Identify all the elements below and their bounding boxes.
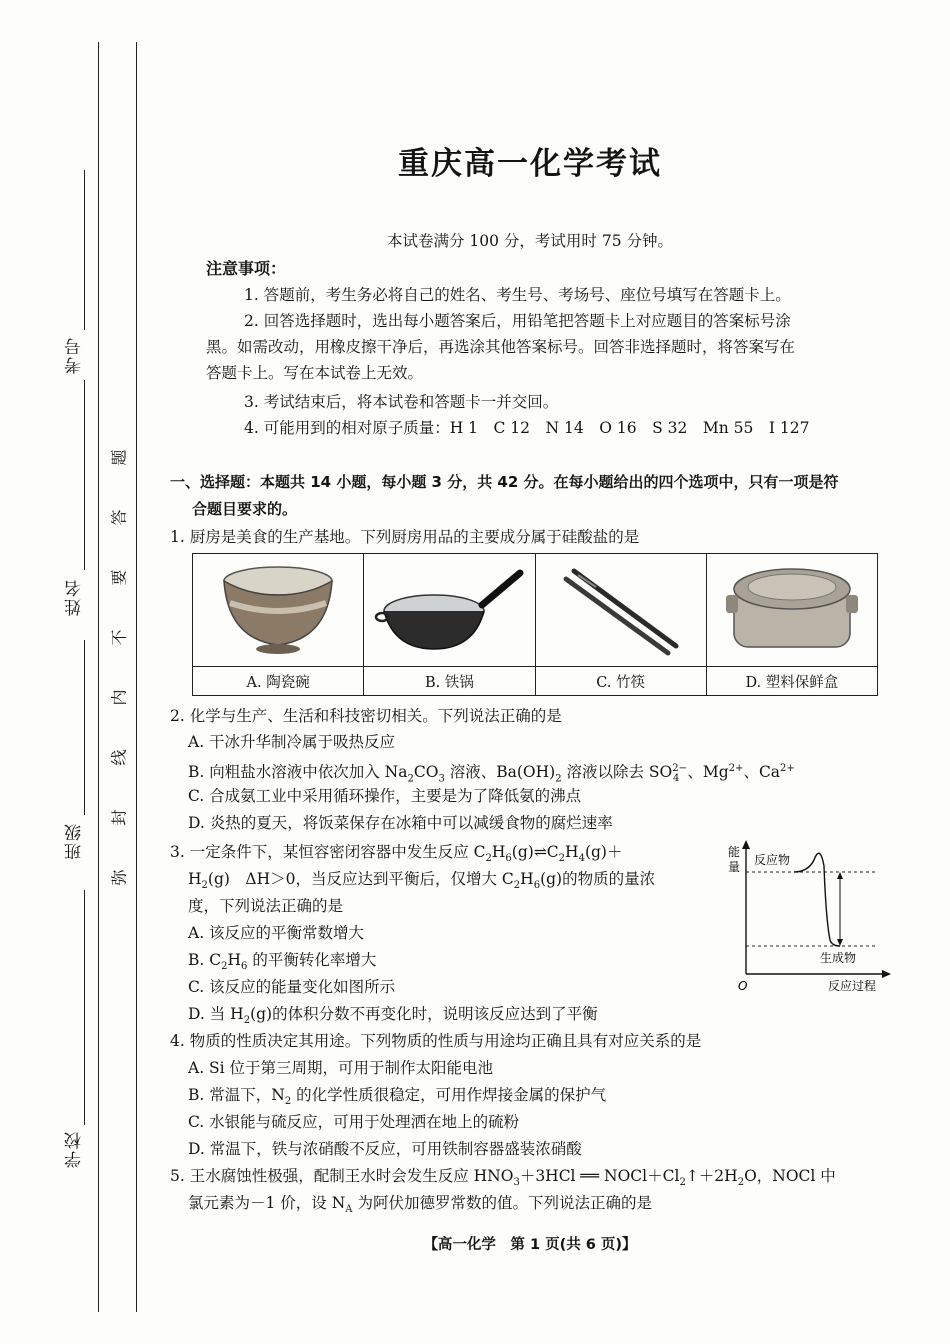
energy-curve xyxy=(794,853,840,946)
chopsticks-image-cell xyxy=(535,554,706,667)
q2-option-b: B. 向粗盐水溶液中依次加入 $Na_2CO_3$ 溶液、$Ba(OH)_2$ 溶液以除去 $SO^{2-}_4$ 、$Mg^{2+}$、$Ca^{2+}$ xyxy=(188,763,795,785)
q2-option-d: D. 炎热的夏天，将饭菜保存在冰箱中可以减缓食物的腐烂速率 xyxy=(188,814,613,832)
box-image-cell xyxy=(706,554,877,667)
page-title: 重庆高一化学考试 xyxy=(398,146,662,182)
q3-option-b: B. $C_2H_6$ 的平衡转化率增大 xyxy=(188,951,377,973)
seal-char: 线 xyxy=(109,749,129,766)
delta-h-arrowhead-bottom xyxy=(837,939,843,946)
q3-stem-line3: 度，下列说法正确的是 xyxy=(188,897,344,915)
q5-stem-line2: 氯元素为－1 价，设 $N_A$ 为阿伏加德罗常数的值。下列说法正确的是 xyxy=(188,1194,652,1216)
iron-wok-icon xyxy=(374,561,524,656)
plastic-box-icon xyxy=(722,561,862,656)
exam-no-blank xyxy=(84,170,85,330)
school-label: 学校 xyxy=(65,1130,85,1168)
q4-option-c: C. 水银能与硫反应，可用于处理洒在地上的硫粉 xyxy=(188,1113,520,1131)
q4-option-a: A. Si 位于第三周期，可用于制作太阳能电池 xyxy=(188,1059,494,1077)
x-axis-arrow xyxy=(882,970,891,978)
seal-char: 不 xyxy=(109,629,129,646)
binding-line-right xyxy=(136,42,137,1312)
seal-char: 封 xyxy=(109,809,129,826)
class-blank xyxy=(84,640,85,815)
note-line: 黑。如需改动，用橡皮擦干净后，再选涂其他答案标号。回答非选择题时，将答案写在 xyxy=(206,338,796,356)
q3-option-d: D. 当 $H_2(g)$的体积分数不再变化时，说明该反应达到了平衡 xyxy=(188,1005,598,1027)
origin-label: O xyxy=(738,979,748,993)
note-line: 2. 回答选择题时，选出每小题答案后，用铅笔把答题卡上对应题目的答案标号涂 xyxy=(244,312,791,330)
energy-diagram xyxy=(716,840,891,995)
section-heading-cont: 合题目要求的。 xyxy=(192,500,298,518)
seal-char: 要 xyxy=(109,569,129,586)
section-heading: 一、选择题：本题共 14 小题，每小题 3 分，共 42 分。在每小题给出的四个选项中，只有一项是符 xyxy=(170,473,839,491)
name-blank xyxy=(84,380,85,570)
q1-option-c: C. 竹筷 xyxy=(535,667,706,696)
q2-stem: 2. 化学与生产、生活和科技密切相关。下列说法正确的是 xyxy=(170,707,562,725)
q2-option-a: A. 干冰升华制冷属于吸热反应 xyxy=(188,733,396,751)
q1-stem: 1. 厨房是美食的生产基地。下列厨房用品的主要成分属于硅酸盐的是 xyxy=(170,528,640,546)
exam-no-label: 考号 xyxy=(65,336,85,374)
page-footer: 【高一化学 第 1 页(共 6 页)】 xyxy=(423,1237,637,1253)
y-label-1: 能 xyxy=(728,845,741,859)
q4-option-b: B. 常温下，$N_2$ 的化学性质很稳定，可用作焊接金属的保护气 xyxy=(188,1086,607,1108)
q3-stem-line2: $H_2(g)$ ΔH＞0，当反应达到平衡后，仅增大 $C_2H_6(g)$的物质的量浓 xyxy=(188,870,656,892)
binding-line-left xyxy=(98,42,99,1312)
q3-stem-line1: 3. 一定条件下，某恒容密闭容器中发生反应 $C_2H_6(g)\rightleftharpoons C_2H_4(g)+$ xyxy=(170,843,623,865)
delta-h-arrowhead-top xyxy=(837,872,843,879)
note-line: 1. 答题前，考生务必将自己的姓名、考生号、考场号、座位号填写在答题卡上。 xyxy=(244,286,791,304)
q3-option-a: A. 该反应的平衡常数增大 xyxy=(188,924,365,942)
q4-stem: 4. 物质的性质决定其用途。下列物质的性质与用途均正确且具有对应关系的是 xyxy=(170,1032,702,1050)
q5-stem-line1: 5. 王水腐蚀性极强，配制王水时会发生反应 $HNO_3+3HCl$ ══ $NOCl+Cl_2↑+2H_2O$，NOCl 中 xyxy=(170,1167,836,1189)
q1-option-a: A. 陶瓷碗 xyxy=(193,667,364,696)
reactant-label: 反应物 xyxy=(754,853,791,867)
seal-char: 弥 xyxy=(109,869,129,886)
q1-option-d: D. 塑料保鲜盒 xyxy=(706,667,877,696)
q2-option-c: C. 合成氨工业中采用循环操作，主要是为了降低氨的沸点 xyxy=(188,787,582,805)
note-line: 答题卡上。写在本试卷上无效。 xyxy=(206,364,424,382)
chopsticks-icon xyxy=(556,561,686,656)
q4-option-d: D. 常温下，铁与浓硝酸不反应，可用铁制容器盛装浓硝酸 xyxy=(188,1140,582,1158)
q1-options-table xyxy=(192,553,878,696)
seal-char: 题 xyxy=(109,449,129,466)
bowl-image-cell xyxy=(193,554,364,667)
ceramic-bowl-icon xyxy=(218,561,338,656)
seal-char: 答 xyxy=(109,509,129,526)
q3-option-c: C. 该反应的能量变化如图所示 xyxy=(188,978,396,996)
note-line: 4. 可能用到的相对原子质量：H 1 C 12 N 14 O 16 S 32 Mn 55 I 127 xyxy=(244,419,810,437)
note-line: 3. 考试结束后，将本试卷和答题卡一并交回。 xyxy=(244,393,559,411)
class-label: 班级 xyxy=(65,822,85,860)
school-blank xyxy=(84,890,85,1125)
exam-intro: 本试卷满分 100 分，考试用时 75 分钟。 xyxy=(386,232,674,250)
name-label: 姓名 xyxy=(65,578,85,616)
seal-char: 内 xyxy=(109,689,129,706)
q1-option-b: B. 铁锅 xyxy=(364,667,535,696)
y-label-2: 量 xyxy=(728,860,741,874)
x-axis-label: 反应过程 xyxy=(828,979,877,993)
wok-image-cell xyxy=(364,554,535,667)
notes-heading: 注意事项： xyxy=(206,259,287,278)
product-label: 生成物 xyxy=(820,951,857,965)
y-axis-arrow xyxy=(742,840,750,849)
